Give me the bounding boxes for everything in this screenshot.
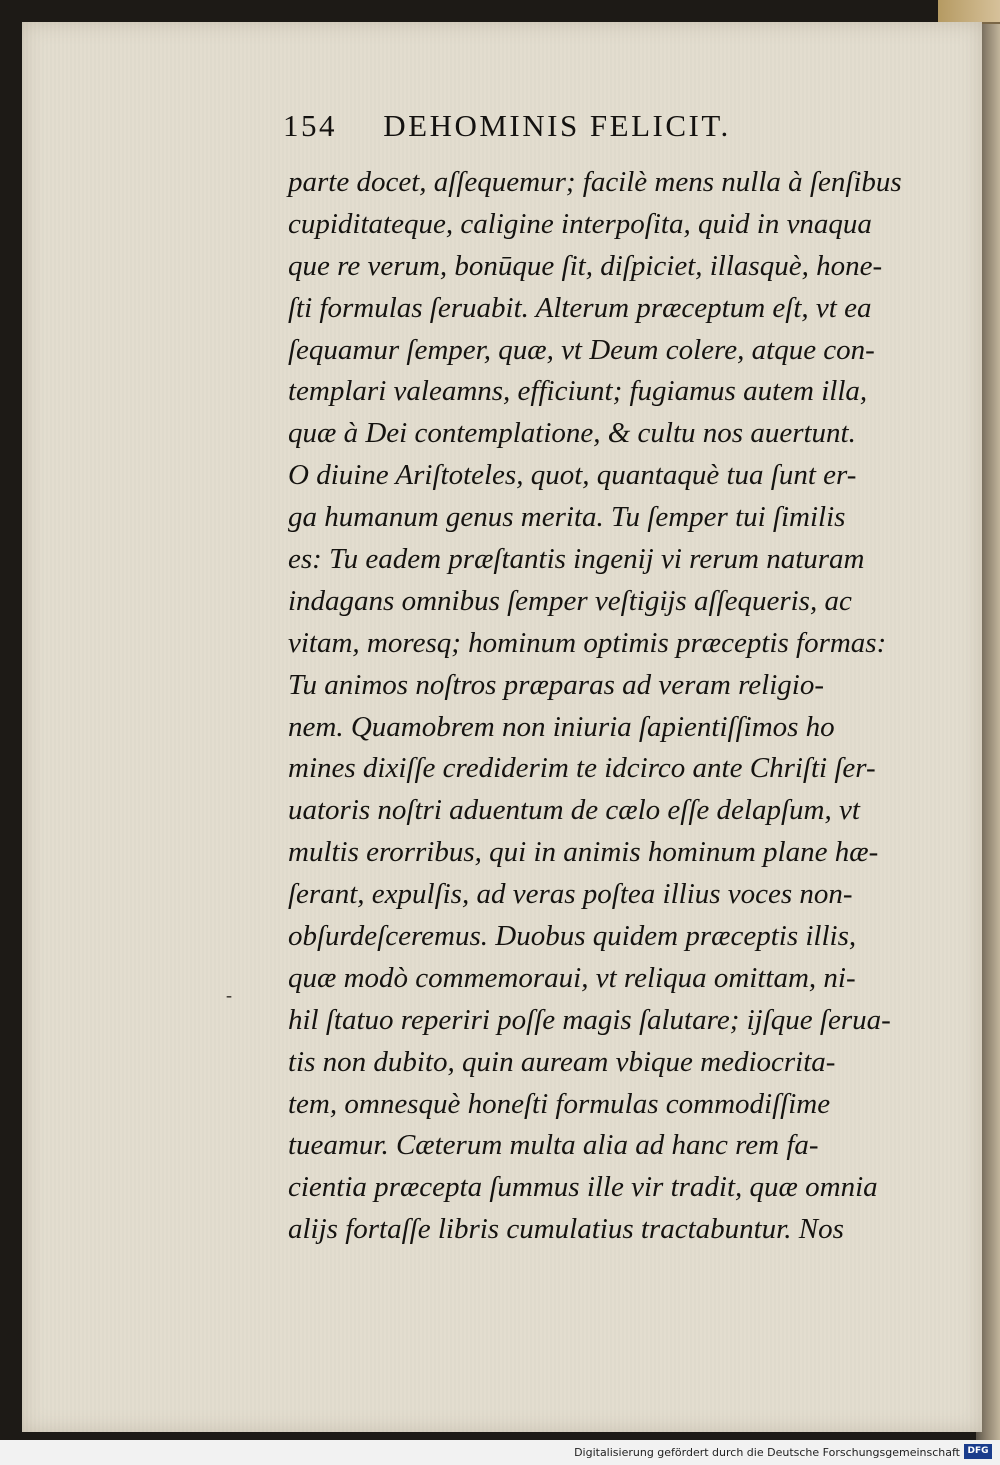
binding-tab	[938, 0, 1000, 24]
margin-mark: -	[226, 985, 232, 1005]
dfg-logo[interactable]: DFG	[964, 1444, 992, 1459]
text-line: alijs fortaſſe libris cumulatius tractabuntur. Nos	[288, 1213, 844, 1246]
text-line: ga humanum genus merita. Tu ſemper tui ſimilis	[288, 501, 846, 534]
digitization-credit: Digitalisierung gefördert durch die Deutsche Forschungsgemeinschaft	[574, 1446, 960, 1459]
text-line: parte docet, aſſequemur; facilè mens nulla à ſenſibus	[288, 166, 902, 198]
text-line: nem. Quamobrem non iniuria ſapientiſſimos ho	[288, 710, 835, 743]
running-head	[283, 108, 823, 152]
text-line: ſerant, expulſis, ad veras poſtea illius voces non-	[288, 878, 853, 911]
text-line: es: Tu eadem præſtantis ingenij vi rerum naturam	[288, 543, 865, 576]
text-line: ſti formulas ſeruabit. Alterum præceptum eſt, vt ea	[288, 291, 872, 324]
text-line: O diuine Ariſtoteles, quot, quantaquè tua ſunt er-	[288, 459, 857, 492]
text-line: cupiditateque, caligine interpoſita, quid in vnaqua	[288, 207, 872, 240]
text-line: quæ à Dei contemplatione, & cultu nos auertunt.	[288, 417, 856, 450]
text-line: uatoris noſtri aduentum de cælo eſſe delapſum, vt	[288, 794, 860, 827]
text-line: obſurdeſceremus. Duobus quidem præceptis illis,	[288, 920, 857, 953]
page-number: 154	[283, 108, 337, 143]
running-title: DEHOMINIS FELICIT.	[383, 108, 731, 143]
text-line: ſequamur ſemper, quæ, vt Deum colere, atque con-	[288, 333, 875, 366]
text-line: tueamur. Cæterum multa alia ad hanc rem fa-	[288, 1129, 819, 1162]
text-line: vitam, moresq; hominum optimis præceptis formas:	[288, 626, 887, 659]
text-line: quæ modò commemoraui, vt reliqua omittam, ni-	[288, 961, 856, 994]
text-line: cientia præcepta ſummus ille vir tradit, quæ omnia	[288, 1171, 878, 1204]
text-line: multis erorribus, qui in animis hominum plane hæ-	[288, 836, 879, 869]
text-line: tis non dubito, quin auream vbique mediocrita-	[288, 1045, 836, 1078]
text-line: templari valeamns, efficiunt; fugiamus autem illa,	[288, 375, 868, 408]
text-line: que re verum, bonūque ſit, diſpiciet, illasquè, hone-	[288, 249, 883, 282]
body-text	[288, 162, 908, 1251]
text-line: mines dixiſſe crediderim te idcirco ante Chriſti ſer-	[288, 752, 876, 785]
text-line: Tu animos noſtros præparas ad veram religio-	[288, 668, 825, 701]
text-line: indagans omnibus ſemper veſtigijs aſſequeris, ac	[288, 584, 852, 617]
footer-bar	[0, 1440, 1000, 1465]
text-line: tem, omnesquè honeſti formulas commodiſſime	[288, 1087, 831, 1120]
text-line: hil ſtatuo reperiri poſſe magis ſalutare; ijſque ſerua-	[288, 1003, 891, 1036]
